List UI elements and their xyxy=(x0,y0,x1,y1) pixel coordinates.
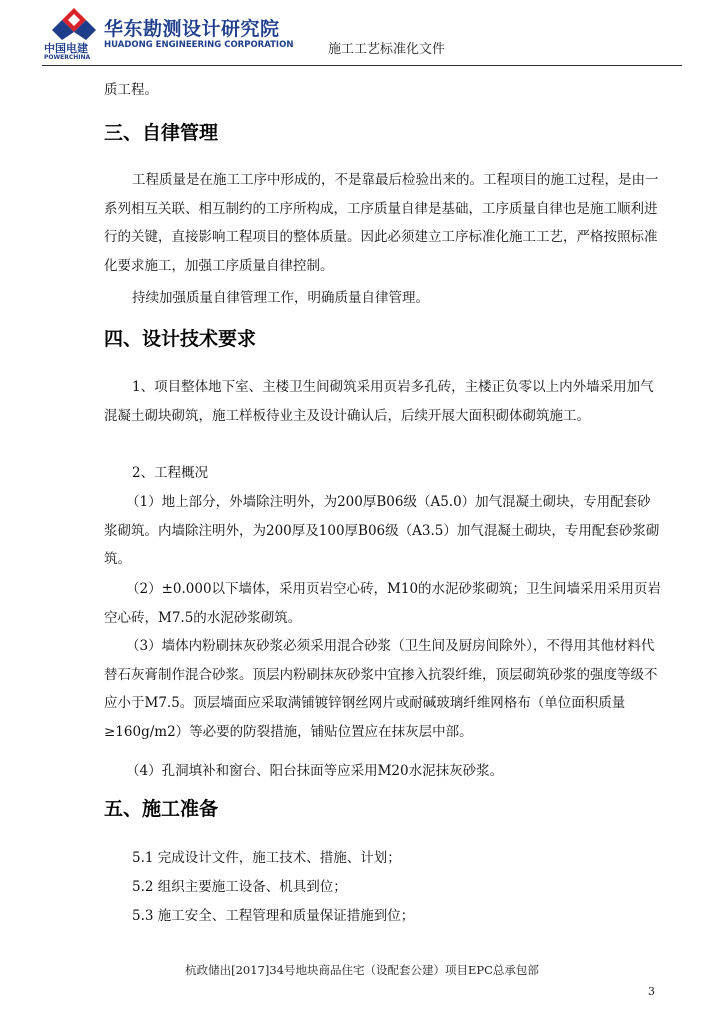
section-4-item-1: 1、项目整体地下室、主楼卫生间砌筑采用页岩多孔砖，主楼正负零以上内外墙采用加气混凝土砌块砌筑，施工样板待业主及设计确认后，后续开展大面积砌体砌筑施工。 xyxy=(104,379,654,424)
section-4-sub-4: （4）孔洞填补和窗台、阳台抹面等应采用M20水泥抹灰砂浆。 xyxy=(126,763,504,779)
section-5-item-3: 5.3 施工安全、工程管理和质量保证措施到位； xyxy=(132,908,415,924)
logo-chinese-text: 中国电建 xyxy=(44,42,88,55)
section-3-paragraph-1: 工程质量是在施工工序中形成的，不是靠最后检验出来的。工程项目的施工过程，是由一系列相互关联、相互制约的工序所构成，工序质量自律是基础，工序质量自律也是施工顺利进行的关键，直接影响工程项目的整体质量。因此必须建立工序标准化施工工艺，严格按照标准化要求施工，加强工序质量自律控制。 xyxy=(104,172,659,274)
section-4-item-2: 2、工程概况 xyxy=(132,465,209,481)
section-3-heading: 三、自律管理 xyxy=(104,122,219,144)
section-3-paragraph-2: 持续加强质量自律管理工作，明确质量自律管理。 xyxy=(132,290,429,306)
section-5-item-1: 5.1 完成设计文件，施工技术、措施、计划； xyxy=(132,850,401,866)
section-4-sub-2: （2）±0.000以下墙体，采用页岩空心砖，M10的水泥砂浆砌筑；卫生间墙采用采用页岩空心砖，M7.5的水泥砂浆砌筑。 xyxy=(104,581,662,626)
page-footer: 杭政储出[2017]34号地块商品住宅（设配套公建）项目EPC总承包部 xyxy=(185,963,539,977)
section-5-heading: 五、施工准备 xyxy=(104,798,219,820)
section-4-sub-3: （3）墙体内粉刷抹灰砂浆必须采用混合砂浆（卫生间及厨房间除外），不得用其他材料代替石灰膏制作混合砂浆。顶层内粉刷抹灰砂浆中宜掺入抗裂纤维，顶层砌筑砂浆的强度等级不应小于M7.5。顶层墙面应采取满铺镀锌钢丝网片或耐碱玻璃纤维网格布（单位面积质量≥160g/m2）等必要的防裂措施，铺贴位置应在抹灰层中部。 xyxy=(104,638,658,740)
logo-english-text: POWERCHINA xyxy=(44,54,91,61)
section-5-item-2: 5.2 组织主要施工设备、机具到位； xyxy=(132,879,347,895)
header-divider xyxy=(42,65,682,66)
page-header xyxy=(0,0,724,66)
section-4-heading: 四、设计技术要求 xyxy=(104,328,257,350)
continued-paragraph: 质工程。 xyxy=(104,82,158,98)
page-number: 3 xyxy=(648,985,655,998)
powerchina-logo-icon xyxy=(50,6,98,42)
organization-name-cn: 华东勘测设计研究院 xyxy=(104,18,280,40)
document-title: 施工工艺标准化文件 xyxy=(328,42,446,57)
section-4-sub-1: （1）地上部分，外墙除注明外，为200厚B06级（A5.0）加气混凝土砌块，专用配套砂浆砌筑。内墙除注明外，为200厚及100厚B06级（A3.5）加气混凝土砌块，专用配套砂浆砌筑。 xyxy=(104,494,660,567)
organization-name-en: HUADONG ENGINEERING CORPORATION xyxy=(104,40,294,50)
